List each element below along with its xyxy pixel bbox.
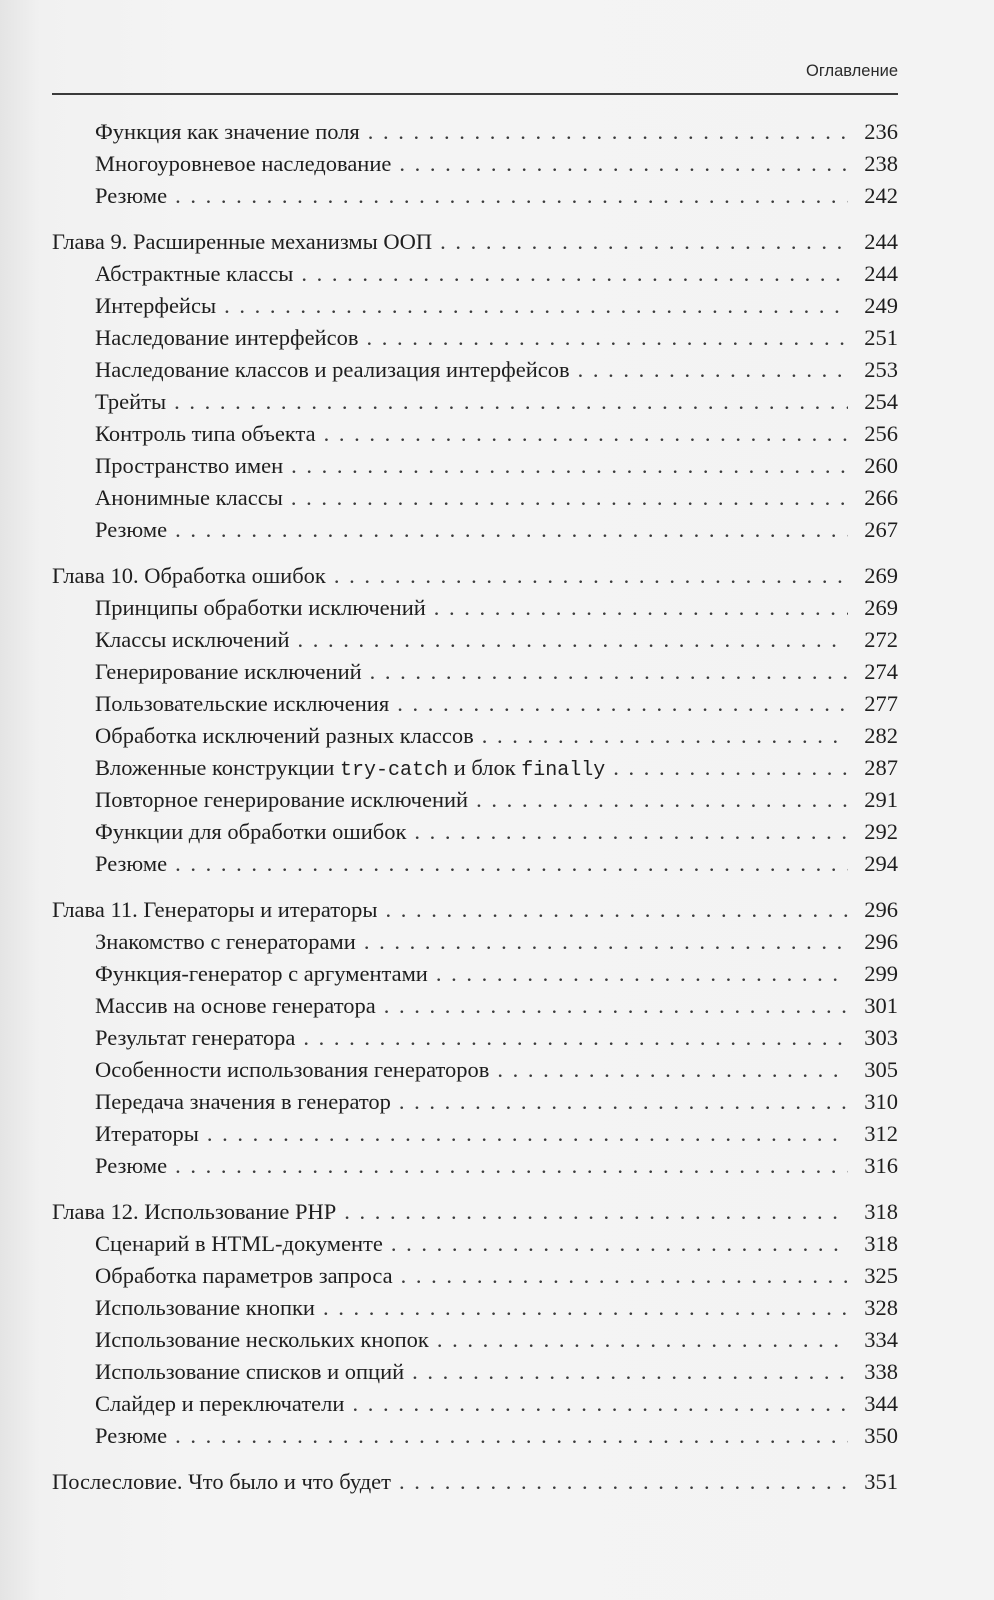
toc-group <box>52 1466 898 1498</box>
title-text: Сценарий в HTML-документе <box>95 1231 383 1256</box>
toc-section-entry <box>52 1228 898 1260</box>
toc-page-number: 272 <box>864 627 898 652</box>
dot-leader <box>364 926 848 958</box>
toc-entry-title <box>95 418 316 450</box>
toc-section-entry <box>52 656 898 688</box>
toc-section-entry <box>52 1086 898 1118</box>
toc-entry-title <box>95 926 356 958</box>
title-text: Резюме <box>95 517 168 542</box>
toc-section-entry <box>52 418 898 450</box>
dot-leader <box>401 1260 848 1292</box>
toc-page-number: 282 <box>864 723 898 748</box>
header-rule <box>52 93 898 95</box>
toc-section-entry <box>52 592 898 624</box>
toc-entry-title <box>95 322 358 354</box>
toc-section-entry <box>52 688 898 720</box>
toc-entry-title <box>95 1260 393 1292</box>
toc-entry-title <box>95 258 293 290</box>
dot-leader <box>174 386 848 418</box>
toc-page-number: 296 <box>864 897 898 922</box>
toc-entry-title <box>95 1388 344 1420</box>
toc-section-entry <box>52 450 898 482</box>
dot-leader <box>399 1466 848 1498</box>
toc-entry-title <box>95 688 389 720</box>
dot-leader <box>175 848 848 880</box>
toc-section-entry <box>52 784 898 816</box>
toc-section-entry <box>52 624 898 656</box>
toc-chapter-entry <box>52 560 898 592</box>
dot-leader <box>434 592 848 624</box>
toc-entry-title <box>95 720 474 752</box>
dot-leader <box>399 148 848 180</box>
title-text: Знакомство с генераторами <box>95 929 356 954</box>
toc-entry-title <box>95 1420 167 1452</box>
toc-entry-title <box>95 290 216 322</box>
toc-page-number: 244 <box>864 229 898 254</box>
toc-entry-title <box>95 784 468 816</box>
toc-entry-title <box>95 1324 429 1356</box>
toc-section-entry <box>52 1324 898 1356</box>
toc-page-number: 296 <box>864 929 898 954</box>
code-fragment: try-catch <box>340 759 449 782</box>
toc-entry-title <box>95 354 570 386</box>
title-text: Послесловие. Что было и что будет <box>52 1469 391 1494</box>
toc-group <box>52 226 898 546</box>
title-text: Принципы обработки исключений <box>95 595 426 620</box>
dot-leader <box>578 354 848 386</box>
toc-section-entry <box>52 386 898 418</box>
title-text: Результат генератора <box>95 1025 296 1050</box>
dot-leader <box>175 1420 848 1452</box>
running-head: Оглавление <box>806 62 898 80</box>
toc-group <box>52 1196 898 1452</box>
toc-page-number: 236 <box>864 119 898 144</box>
toc-section-entry <box>52 148 898 180</box>
toc-section-entry <box>52 354 898 386</box>
toc-page-number: 238 <box>864 151 898 176</box>
toc-section-entry <box>52 752 898 784</box>
dot-leader <box>399 1086 848 1118</box>
toc-page-number: 301 <box>864 993 898 1018</box>
toc-chapter-entry <box>52 1196 898 1228</box>
dot-leader <box>436 958 848 990</box>
toc-entry-title <box>95 592 426 624</box>
title-text: Наследование интерфейсов <box>95 325 359 350</box>
toc-entry-title <box>95 848 167 880</box>
toc-page-number: 294 <box>864 851 898 876</box>
title-text: Трейты <box>95 389 167 414</box>
toc-page-number: 334 <box>864 1327 898 1352</box>
toc-page-number: 338 <box>864 1359 898 1384</box>
toc-page-number: 325 <box>864 1263 898 1288</box>
toc-entry-title <box>95 482 283 514</box>
title-text: Наследование классов и реализация интерфейсов <box>95 357 570 382</box>
toc-section-entry <box>52 1388 898 1420</box>
toc-entry-title <box>52 1466 391 1498</box>
dot-leader <box>613 752 848 784</box>
title-text: Контроль типа объекта <box>95 421 316 446</box>
toc-section-entry <box>52 1292 898 1324</box>
code-fragment: finally <box>521 759 606 782</box>
toc-page-number: 267 <box>864 517 898 542</box>
toc-page-number: 318 <box>864 1231 898 1256</box>
toc-page-number: 277 <box>864 691 898 716</box>
dot-leader <box>301 258 848 290</box>
toc-chapter-entry <box>52 226 898 258</box>
dot-leader <box>344 1196 848 1228</box>
toc-page-number: 269 <box>864 595 898 620</box>
title-text: Особенности использования генераторов <box>95 1057 490 1082</box>
toc-entry-title <box>95 180 167 212</box>
toc-page-number: 344 <box>864 1391 898 1416</box>
title-text: Классы исключений <box>95 627 290 652</box>
toc-page-number: 299 <box>864 961 898 986</box>
toc-section-entry <box>52 848 898 880</box>
dot-leader <box>324 418 848 450</box>
toc-page-number: 350 <box>864 1423 898 1448</box>
title-text: Генерирование исключений <box>95 659 362 684</box>
toc-page-number: 244 <box>864 261 898 286</box>
toc-entry-title <box>95 450 283 482</box>
title-text: Обработка исключений разных классов <box>95 723 474 748</box>
dot-leader <box>397 688 848 720</box>
title-text: Глава 9. Расширенные механизмы ООП <box>52 229 433 254</box>
toc-section-entry <box>52 1118 898 1150</box>
title-text: Слайдер и переключатели <box>95 1391 345 1416</box>
toc-entry-title <box>95 1086 391 1118</box>
title-text: Резюме <box>95 1153 168 1178</box>
toc-section-entry <box>52 926 898 958</box>
toc-group <box>52 894 898 1182</box>
toc-section-entry <box>52 258 898 290</box>
dot-leader <box>303 1022 848 1054</box>
dot-leader <box>334 560 848 592</box>
title-text: Массив на основе генератора <box>95 993 376 1018</box>
toc-page-number: 303 <box>864 1025 898 1050</box>
toc-entry-title <box>95 1118 199 1150</box>
dot-leader <box>298 624 848 656</box>
toc-entry-title <box>52 1196 336 1228</box>
dot-leader <box>368 116 848 148</box>
toc-entry-title <box>95 148 391 180</box>
toc-entry-title <box>95 752 605 787</box>
toc-entry-title <box>95 958 428 990</box>
toc-page-number: 316 <box>864 1153 898 1178</box>
dot-leader <box>384 990 848 1022</box>
toc-page-number: 269 <box>864 563 898 588</box>
toc-page-number: 249 <box>864 293 898 318</box>
toc-section-entry <box>52 482 898 514</box>
toc-section-entry <box>52 990 898 1022</box>
toc-page-number: 266 <box>864 485 898 510</box>
dot-leader <box>366 322 848 354</box>
toc-entry-title <box>95 990 376 1022</box>
title-text: Анонимные классы <box>95 485 283 510</box>
dot-leader <box>414 816 848 848</box>
title-text: Передача значения в генератор <box>95 1089 391 1114</box>
toc-group <box>52 560 898 880</box>
toc-chapter-entry <box>52 894 898 926</box>
dot-leader <box>175 514 848 546</box>
dot-leader <box>482 720 848 752</box>
dot-leader <box>440 226 848 258</box>
title-text: Использование кнопки <box>95 1295 315 1320</box>
toc-entry-title <box>95 1150 167 1182</box>
toc-page-number: 291 <box>864 787 898 812</box>
dot-leader <box>352 1388 848 1420</box>
table-of-contents <box>52 116 898 1512</box>
toc-section-entry <box>52 1150 898 1182</box>
dot-leader <box>207 1118 848 1150</box>
dot-leader <box>291 450 848 482</box>
title-text: Итераторы <box>95 1121 199 1146</box>
dot-leader <box>291 482 848 514</box>
title-text: Резюме <box>95 1423 168 1448</box>
title-text: Глава 10. Обработка ошибок <box>52 563 326 588</box>
title-text: Глава 11. Генераторы и итераторы <box>52 897 378 922</box>
toc-group <box>52 116 898 212</box>
toc-entry-title <box>95 624 290 656</box>
toc-entry-title <box>95 116 360 148</box>
title-text: Использование списков и опций <box>95 1359 405 1384</box>
toc-section-entry <box>52 1356 898 1388</box>
toc-page-number: 254 <box>864 389 898 414</box>
dot-leader <box>175 180 848 212</box>
title-text: Абстрактные классы <box>95 261 294 286</box>
dot-leader <box>476 784 848 816</box>
toc-page-number: 318 <box>864 1199 898 1224</box>
title-text: Вложенные конструкции <box>95 755 341 780</box>
toc-section-entry <box>52 816 898 848</box>
toc-page-number: 260 <box>864 453 898 478</box>
toc-page-number: 251 <box>864 325 898 350</box>
title-text: Обработка параметров запроса <box>95 1263 393 1288</box>
title-text: Повторное генерирование исключений <box>95 787 469 812</box>
toc-page-number: 256 <box>864 421 898 446</box>
dot-leader <box>323 1292 848 1324</box>
toc-page-number: 305 <box>864 1057 898 1082</box>
toc-section-entry <box>52 1022 898 1054</box>
toc-section-entry <box>52 322 898 354</box>
toc-page-number: 351 <box>864 1469 898 1494</box>
toc-entry-title <box>95 1356 404 1388</box>
title-text: Резюме <box>95 851 168 876</box>
toc-entry-title <box>95 816 406 848</box>
toc-entry-title <box>95 656 362 688</box>
toc-page-number: 287 <box>864 755 898 780</box>
toc-section-entry <box>52 1420 898 1452</box>
dot-leader <box>385 894 848 926</box>
title-text: Резюме <box>95 183 168 208</box>
toc-entry-title <box>95 386 166 418</box>
toc-section-entry <box>52 1054 898 1086</box>
toc-entry-title <box>95 1054 489 1086</box>
title-text: Многоуровневое наследование <box>95 151 392 176</box>
toc-entry-title <box>95 514 167 546</box>
dot-leader <box>497 1054 848 1086</box>
toc-chapter-entry <box>52 1466 898 1498</box>
title-text: Функция-генератор с аргументами <box>95 961 428 986</box>
toc-page-number: 292 <box>864 819 898 844</box>
title-text: Глава 12. Использование PHP <box>52 1199 337 1224</box>
title-text: Пользовательские исключения <box>95 691 390 716</box>
toc-entry-title <box>95 1022 295 1054</box>
dot-leader <box>224 290 848 322</box>
toc-section-entry <box>52 180 898 212</box>
toc-page-number: 310 <box>864 1089 898 1114</box>
dot-leader <box>175 1150 848 1182</box>
title-text: Функции для обработки ошибок <box>95 819 407 844</box>
toc-page-number: 253 <box>864 357 898 382</box>
toc-page-number: 328 <box>864 1295 898 1320</box>
title-text: Функция как значение поля <box>95 119 360 144</box>
toc-section-entry <box>52 514 898 546</box>
title-text: и блок <box>448 755 522 780</box>
toc-page-number: 274 <box>864 659 898 684</box>
toc-entry-title <box>52 560 326 592</box>
toc-section-entry <box>52 116 898 148</box>
toc-section-entry <box>52 958 898 990</box>
dot-leader <box>391 1228 848 1260</box>
toc-section-entry <box>52 720 898 752</box>
toc-page-number: 242 <box>864 183 898 208</box>
dot-leader <box>370 656 848 688</box>
dot-leader <box>437 1324 848 1356</box>
title-text: Интерфейсы <box>95 293 217 318</box>
toc-entry-title <box>95 1228 383 1260</box>
toc-page-number: 312 <box>864 1121 898 1146</box>
toc-entry-title <box>52 894 377 926</box>
toc-entry-title <box>52 226 432 258</box>
title-text: Использование нескольких кнопок <box>95 1327 429 1352</box>
toc-section-entry <box>52 1260 898 1292</box>
toc-entry-title <box>95 1292 315 1324</box>
title-text: Пространство имен <box>95 453 284 478</box>
toc-section-entry <box>52 290 898 322</box>
dot-leader <box>412 1356 848 1388</box>
